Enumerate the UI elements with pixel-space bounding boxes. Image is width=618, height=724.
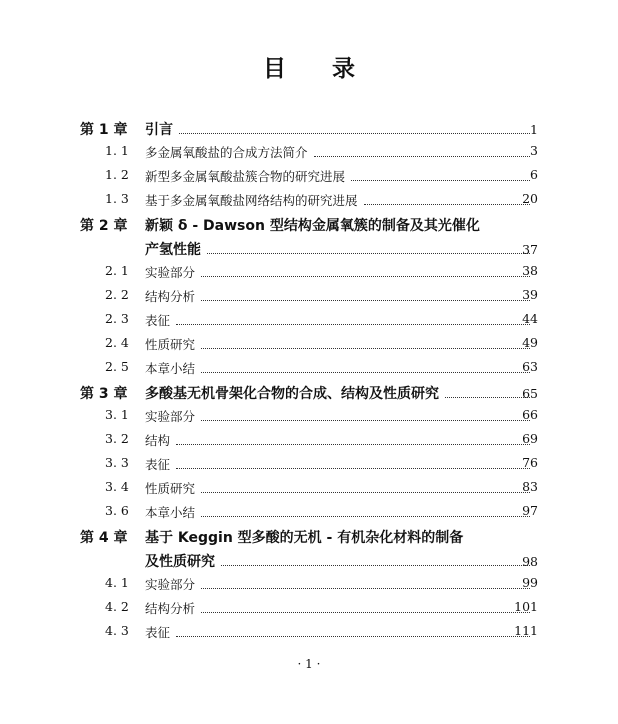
leader-dots (179, 132, 530, 134)
toc-chapter-row[interactable] (0, 119, 618, 139)
chapter-number: 第 4 章 (80, 530, 128, 546)
chapter-title: 及性质研究 (145, 554, 215, 570)
section-number: 4. 1 (105, 575, 129, 590)
section-title: 性质研究 (145, 337, 196, 352)
toc-entry-text (145, 359, 530, 377)
toc-entry-text (145, 239, 530, 259)
toc-page-number: 83 (522, 479, 538, 494)
toc-chapter-row[interactable] (0, 239, 618, 259)
chapter-number: 第 1 章 (80, 122, 128, 138)
toc-page-number: 1 (530, 122, 538, 137)
toc-entry-text (145, 383, 530, 403)
section-title: 实验部分 (145, 265, 196, 280)
toc-page-number: 98 (522, 554, 538, 569)
toc-entry-text (145, 311, 530, 329)
section-title: 实验部分 (145, 577, 196, 592)
leader-dots (176, 443, 530, 445)
section-number: 2. 1 (105, 263, 129, 278)
toc-section-row[interactable] (0, 623, 618, 643)
toc-entry-text (145, 167, 530, 185)
toc-section-row[interactable] (0, 263, 618, 283)
toc-entry-text (145, 191, 530, 209)
toc-page-number: 99 (522, 575, 538, 590)
toc-page-number: 101 (514, 599, 538, 614)
toc-section-row[interactable] (0, 479, 618, 499)
section-number: 2. 3 (105, 311, 129, 326)
section-title: 性质研究 (145, 481, 196, 496)
toc-section-row[interactable] (0, 311, 618, 331)
toc-entry-text (145, 623, 530, 641)
toc-entry-text (145, 143, 530, 161)
chapter-number: 第 2 章 (80, 218, 128, 234)
toc-page-number: 37 (522, 242, 538, 257)
section-number: 1. 3 (105, 191, 129, 206)
toc-section-row[interactable] (0, 575, 618, 595)
toc-section-row[interactable] (0, 455, 618, 475)
toc-section-row[interactable] (0, 359, 618, 379)
toc-page-number: 63 (522, 359, 538, 374)
toc-section-row[interactable] (0, 287, 618, 307)
toc-entry-text (145, 431, 530, 449)
section-title: 表征 (145, 625, 171, 640)
section-number: 1. 1 (105, 143, 129, 158)
section-number: 3. 3 (105, 455, 129, 470)
toc-chapter-row[interactable] (0, 383, 618, 403)
section-title: 新型多金属氧酸盐簇合物的研究进展 (145, 169, 346, 184)
page-number: · 1 · (297, 657, 321, 671)
toc-section-row[interactable] (0, 335, 618, 355)
leader-dots (201, 347, 530, 349)
chapter-title: 引言 (145, 122, 173, 138)
toc-page-number: 3 (530, 143, 538, 158)
section-title: 基于多金属氧酸盐网络结构的研究进展 (145, 193, 358, 208)
toc-entry-text (145, 503, 530, 521)
toc-page-number: 6 (530, 167, 538, 182)
section-title: 多金属氧酸盐的合成方法简介 (145, 145, 308, 160)
leader-dots (201, 611, 530, 613)
section-number: 3. 4 (105, 479, 129, 494)
leader-dots (201, 299, 530, 301)
leader-dots (201, 371, 530, 373)
toc-entry-text (145, 263, 530, 281)
toc-section-row[interactable] (0, 143, 618, 163)
toc-page-number: 38 (522, 263, 538, 278)
toc-entry-text (145, 551, 530, 571)
leader-dots (207, 252, 530, 254)
toc-chapter-row[interactable] (0, 527, 618, 547)
section-title: 实验部分 (145, 409, 196, 424)
leader-dots (176, 635, 530, 637)
toc-section-row[interactable] (0, 503, 618, 523)
toc-section-row[interactable] (0, 167, 618, 187)
toc-section-row[interactable] (0, 431, 618, 451)
chapter-title: 基于 Keggin 型多酸的无机 - 有机杂化材料的制备 (145, 530, 464, 546)
toc-entry-text (145, 575, 530, 593)
toc-page-number: 20 (522, 191, 538, 206)
toc-page-number: 39 (522, 287, 538, 302)
toc-page-number: 44 (522, 311, 538, 326)
section-title: 结构分析 (145, 601, 196, 616)
toc-entry-text (145, 455, 530, 473)
toc-page-number: 49 (522, 335, 538, 350)
leader-dots (201, 491, 530, 493)
leader-dots (201, 275, 530, 277)
toc-page-number: 97 (522, 503, 538, 518)
section-number: 4. 3 (105, 623, 129, 638)
toc-section-row[interactable] (0, 407, 618, 427)
toc-entry-text (145, 287, 530, 305)
leader-dots (201, 587, 530, 589)
leader-dots (176, 323, 530, 325)
chapter-title: 新颖 δ - Dawson 型结构金属氧簇的制备及其光催化 (145, 218, 480, 234)
section-number: 2. 4 (105, 335, 129, 350)
toc-section-row[interactable] (0, 599, 618, 619)
toc-page-number: 66 (522, 407, 538, 422)
page-title (0, 50, 618, 83)
section-number: 1. 2 (105, 167, 129, 182)
section-number: 3. 6 (105, 503, 129, 518)
toc-entry-text (145, 479, 530, 497)
chapter-title: 产氢性能 (145, 242, 201, 258)
toc-entry-text (145, 215, 530, 235)
section-title: 结构 (145, 433, 171, 448)
toc-section-row[interactable] (0, 191, 618, 211)
section-title: 结构分析 (145, 289, 196, 304)
toc-page-number: 69 (522, 431, 538, 446)
section-number: 3. 2 (105, 431, 129, 446)
toc-chapter-row[interactable] (0, 551, 618, 571)
chapter-number: 第 3 章 (80, 386, 128, 402)
toc-page-number: 65 (522, 386, 538, 401)
toc-entry-text (145, 527, 530, 547)
toc-entry-text (145, 335, 530, 353)
title-char-1: 目 (263, 56, 286, 82)
toc-page-number: 76 (522, 455, 538, 470)
leader-dots (201, 419, 530, 421)
leader-dots (201, 515, 530, 517)
toc-chapter-row[interactable] (0, 215, 618, 235)
section-number: 3. 1 (105, 407, 129, 422)
section-number: 4. 2 (105, 599, 129, 614)
toc-page-number: 111 (514, 623, 538, 638)
section-title: 表征 (145, 313, 171, 328)
section-number: 2. 5 (105, 359, 129, 374)
section-title: 本章小结 (145, 361, 196, 376)
section-number: 2. 2 (105, 287, 129, 302)
toc-entry-text (145, 407, 530, 425)
leader-dots (176, 467, 530, 469)
leader-dots (221, 564, 530, 566)
chapter-title: 多酸基无机骨架化合物的合成、结构及性质研究 (145, 386, 439, 402)
toc-entry-text (145, 599, 530, 617)
section-title: 本章小结 (145, 505, 196, 520)
section-title: 表征 (145, 457, 171, 472)
title-char-2: 录 (332, 56, 355, 82)
toc-entry-text (145, 119, 530, 139)
